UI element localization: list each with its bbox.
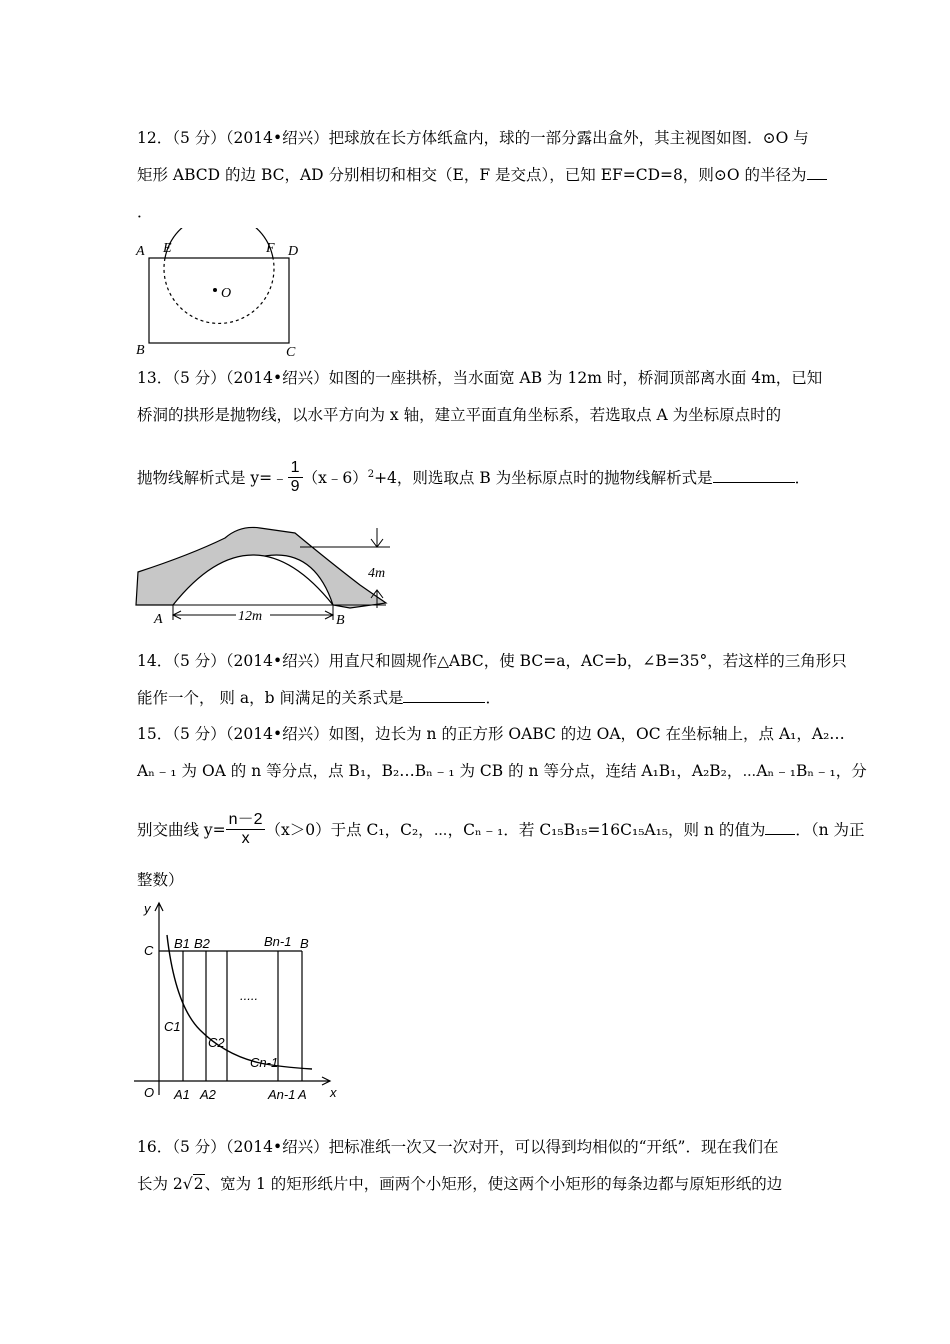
q13-figure bbox=[130, 520, 395, 632]
q13-line3-c: +4，则选取点 B 为坐标原点时的抛物线解析式是 bbox=[374, 469, 713, 487]
q13-line3 bbox=[137, 458, 810, 498]
label-B: B bbox=[300, 936, 309, 951]
label-A: A bbox=[136, 244, 145, 259]
q14-line2 bbox=[137, 688, 501, 708]
q15-figure bbox=[130, 895, 350, 1110]
label-C2: C2 bbox=[208, 1035, 225, 1050]
label-E: E bbox=[163, 241, 172, 256]
label-D: D bbox=[288, 244, 299, 259]
rectangle-abcd bbox=[149, 258, 289, 343]
fraction-n-minus-2-over-x bbox=[226, 811, 266, 848]
label-Cn-1: Cn-1 bbox=[250, 1055, 279, 1070]
label-B2: B2 bbox=[194, 936, 210, 951]
q14-line1: 14．（5 分）（2014•绍兴）用直尺和圆规作△ABC，使 BC=a，AC=b，∠B=35°，若这样的三角形只 bbox=[137, 652, 847, 670]
label-C: C bbox=[286, 345, 296, 360]
center-point bbox=[213, 288, 217, 292]
circle-lower-arc-dashed bbox=[164, 258, 274, 323]
q16-line1: 16．（5 分）（2014•绍兴）把标准纸一次又一次对开，可以得到均相似的“开纸”．现在我们在 bbox=[137, 1138, 779, 1156]
fraction-one-ninth bbox=[288, 459, 303, 496]
label-dots: ..... bbox=[240, 988, 259, 1003]
frac-denominator: x bbox=[241, 829, 250, 847]
label-x: x bbox=[330, 1085, 337, 1100]
q12-line2 bbox=[137, 165, 827, 185]
label-C: C bbox=[144, 943, 154, 958]
circle-upper-arc bbox=[165, 228, 273, 258]
label-B: B bbox=[136, 343, 145, 358]
label-B: B bbox=[336, 613, 345, 628]
q13-line2: 桥洞的拱形是抛物线，以水平方向为 x 轴，建立平面直角坐标系，若选取点 A 为坐标原点时的 bbox=[137, 406, 782, 424]
q13-line1: 13．（5 分）（2014•绍兴）如图的一座拱桥，当水面宽 AB 为 12m 时，桥洞顶部离水面 4m，已知 bbox=[137, 369, 823, 387]
answer-blank-q13 bbox=[713, 468, 795, 483]
q12-figure bbox=[130, 228, 310, 360]
q12-line3: ． bbox=[137, 203, 153, 221]
q15-line3-a: 别交曲线 y= bbox=[137, 821, 226, 839]
q16-line2-b: 、宽为 1 的矩形纸片中，画两个小矩形，使这两个小矩形的每条边都与原矩形纸的边 bbox=[204, 1175, 783, 1193]
q15-line3-b: （x＞0）于点 C₁，C₂，⋯，Cₙ﹣₁．若 C₁₅B₁₅=16C₁₅A₁₅，则 n 的值为 bbox=[265, 821, 766, 839]
label-A: A bbox=[154, 612, 163, 627]
q16-line2 bbox=[137, 1174, 782, 1194]
q13-line3-a: 抛物线解析式是 y=﹣ bbox=[137, 469, 288, 487]
q14-line2-text: 能作一个， 则 a，b 间满足的关系式是 bbox=[137, 689, 404, 707]
label-y: y bbox=[144, 901, 151, 916]
q12-line1: 12．（5 分）（2014•绍兴）把球放在长方体纸盒内，球的一部分露出盒外，其主视图如图．⊙O 与 bbox=[137, 129, 809, 147]
q13-line3-b: （x﹣6） bbox=[302, 469, 368, 487]
label-O: O bbox=[144, 1085, 155, 1100]
answer-blank-q12 bbox=[807, 165, 827, 180]
label-height: 4m bbox=[368, 566, 386, 581]
q16-line2-a: 长为 2 bbox=[137, 1175, 183, 1193]
label-An-1: An-1 bbox=[268, 1087, 296, 1102]
frac-numerator: 1 bbox=[288, 459, 303, 478]
label-Bn-1: Bn-1 bbox=[264, 934, 292, 949]
answer-blank-q15 bbox=[765, 820, 795, 835]
answer-blank-q14 bbox=[403, 688, 485, 703]
q14-line2-end: ． bbox=[485, 689, 501, 707]
q15-line4: 整数） bbox=[137, 871, 184, 889]
sqrt-radicand: 2 bbox=[193, 1175, 204, 1193]
q15-line3 bbox=[137, 810, 865, 850]
label-A2: A2 bbox=[200, 1087, 216, 1102]
q15-line1: 15．（5 分）（2014•绍兴）如图，边长为 n 的正方形 OABC 的边 OA，OC 在坐标轴上，点 A₁，A₂… bbox=[137, 725, 845, 743]
frac-denominator: 9 bbox=[290, 477, 300, 495]
label-F: F bbox=[266, 241, 275, 256]
q15-line3-c: ．（n 为正 bbox=[795, 821, 865, 839]
q12-line2-text: 矩形 ABCD 的边 BC，AD 分别相切和相交（E，F 是交点），已知 EF=CD=8，则⊙O 的半径为 bbox=[137, 166, 807, 184]
label-C1: C1 bbox=[164, 1019, 181, 1034]
frac-numerator: n－2 bbox=[226, 811, 266, 830]
sqrt-symbol: √ bbox=[182, 1175, 193, 1193]
label-O: O bbox=[221, 286, 232, 301]
q13-line3-end: ． bbox=[794, 469, 811, 487]
label-A: A bbox=[298, 1087, 307, 1102]
label-A1: A1 bbox=[174, 1087, 190, 1102]
label-width: 12m bbox=[238, 609, 263, 624]
q15-line2: Aₙ﹣₁ 为 OA 的 n 等分点，点 B₁，B₂…Bₙ﹣₁ 为 CB 的 n 等分点，连结 A₁B₁，A₂B₂，⋯Aₙ﹣₁Bₙ﹣₁，分 bbox=[137, 762, 867, 780]
exponent: 2 bbox=[367, 469, 375, 480]
label-B1: B1 bbox=[174, 936, 190, 951]
